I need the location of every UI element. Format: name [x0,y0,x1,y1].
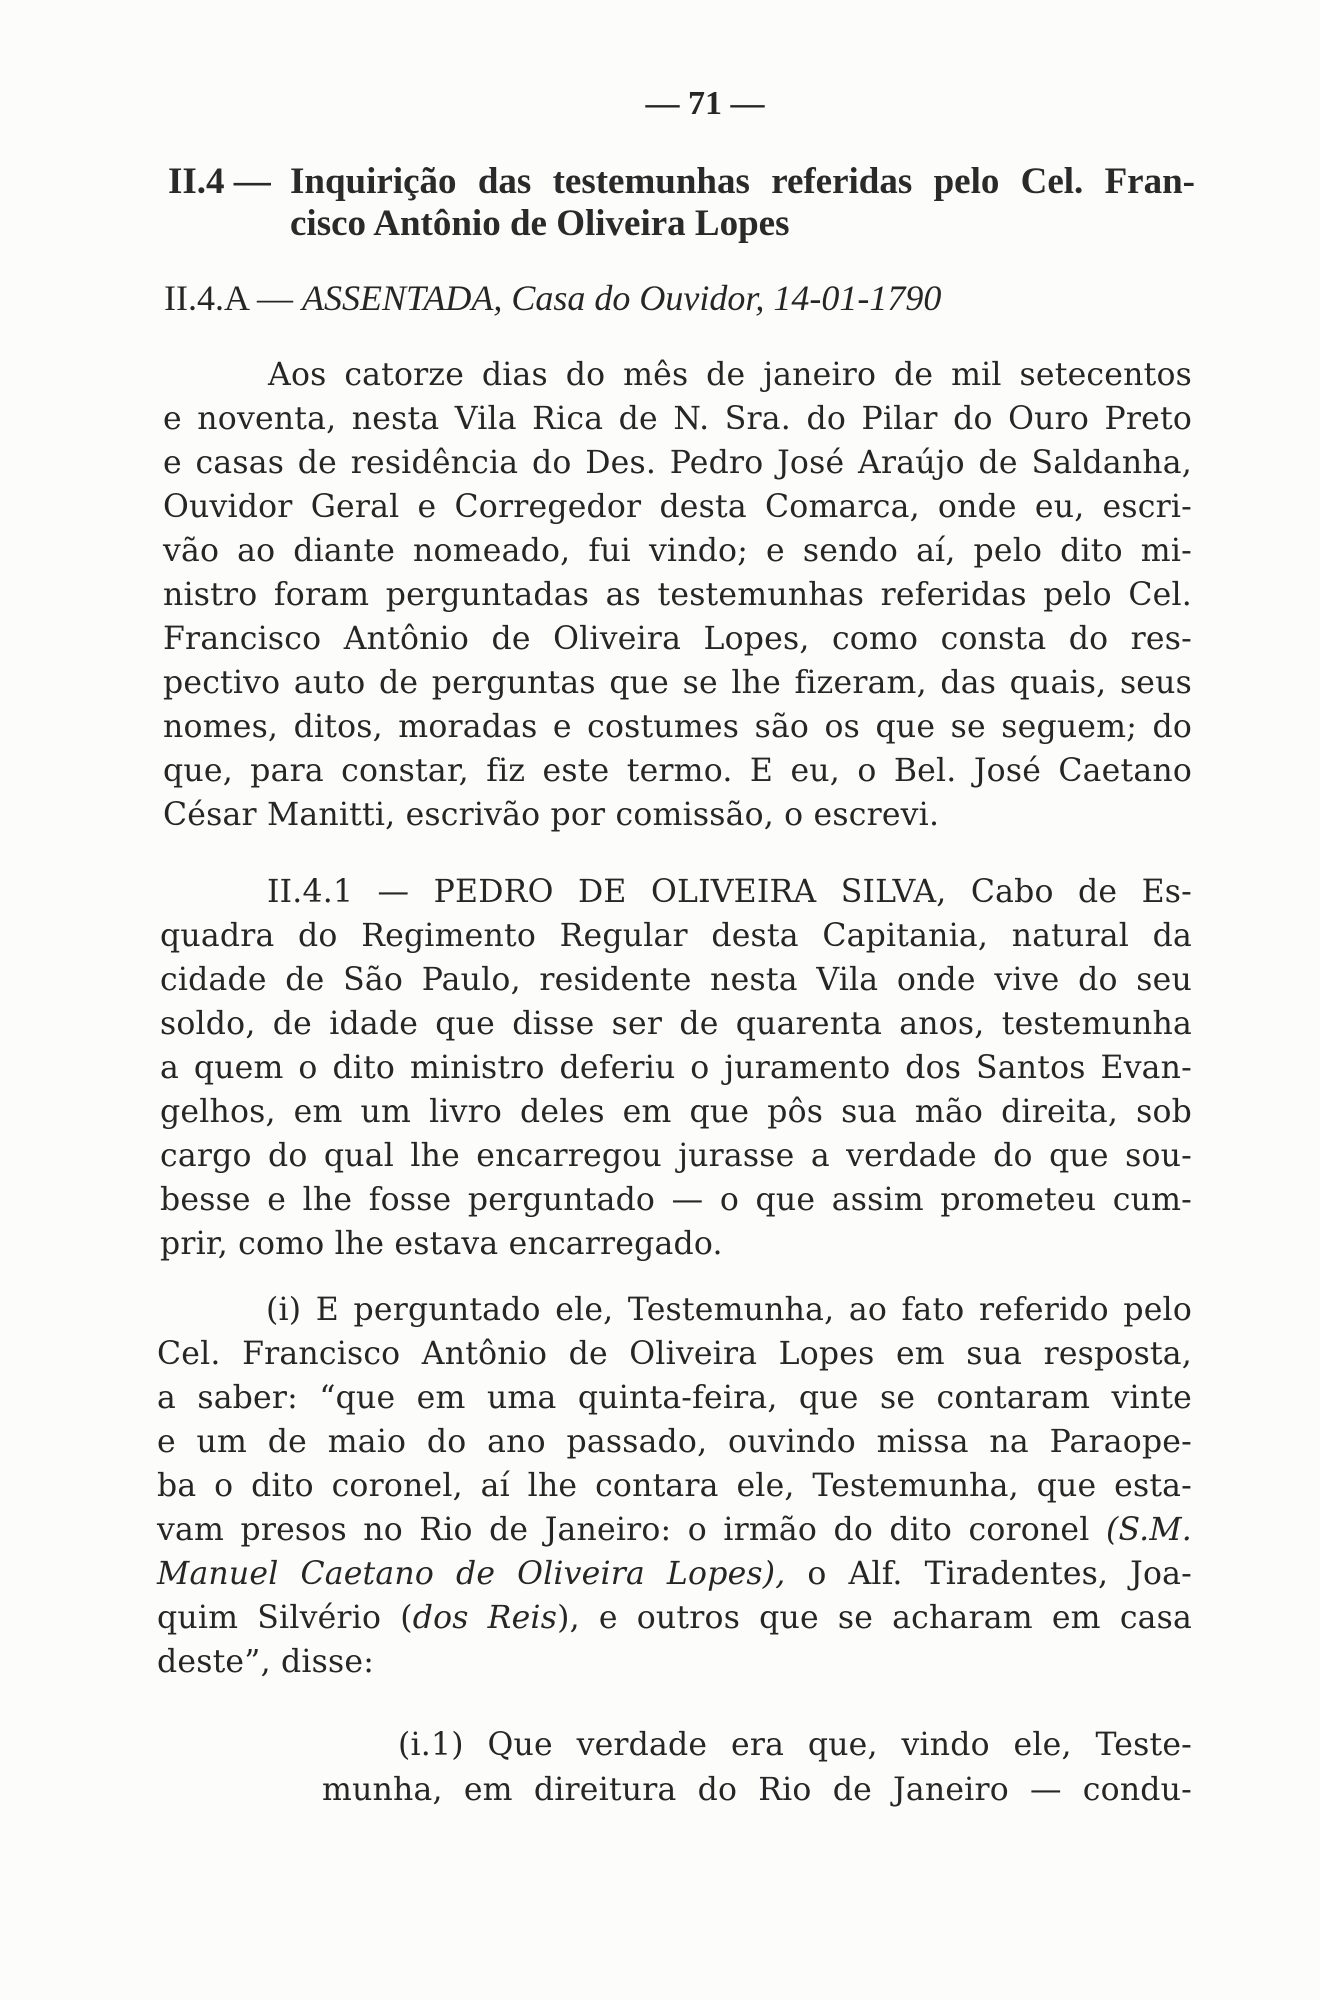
text-span-italic: (S.M. [1105,1512,1192,1548]
text-line: cidade de São Paulo, residente nesta Vila onde vive do seu [160,962,1192,998]
text-line: vão ao diante nomeado, fui vindo; e sendo aí, pelo dito mi- [163,533,1192,569]
text-line: e noventa, nesta Vila Rica de N. Sra. do Pilar do Ouro Preto [163,401,1192,437]
text-line: (i) E perguntado ele, Testemunha, ao fato referido pelo [266,1292,1192,1328]
heading-number: II.4 — [168,161,271,202]
text-line: deste”, disse: [157,1644,375,1680]
text-line: nomes, ditos, moradas e costumes são os que se seguem; do [163,709,1192,745]
text-line: soldo, de idade que disse ser de quarenta anos, testemunha [160,1006,1192,1042]
text-line: prir, como lhe estava encarregado. [160,1226,723,1262]
text-line: e um de maio do ano passado, ouvindo missa na Paraope- [157,1424,1192,1460]
text-line: gelhos, em um livro deles em que pôs sua mão direita, sob [160,1094,1192,1130]
text-line: Francisco Antônio de Oliveira Lopes, como consta do res- [163,621,1192,657]
text-span-italic: Manuel Caetano de Oliveira Lopes), [157,1556,786,1592]
text-line [157,1552,1192,1596]
text-span: o Alf. Tiradentes, Joa- [785,1556,1192,1592]
heading-line: cisco Antônio de Oliveira Lopes [290,203,790,244]
text-line: a saber: “que em uma quinta-feira, que se contaram vinte [157,1380,1192,1416]
text-line: Aos catorze dias do mês de janeiro de mil setecentos [268,357,1192,393]
text-line: quadra do Regimento Regular desta Capitania, natural da [160,918,1192,954]
subsection-title: ASSENTADA, Casa do Ouvidor, 14-01-1790 [302,278,942,318]
text-span-italic: dos Reis [412,1600,558,1636]
text-line: (i.1) Que verdade era que, vindo ele, Teste- [398,1727,1192,1763]
text-line: ba o dito coronel, aí lhe contara ele, Testemunha, que esta- [157,1468,1192,1504]
subsection-heading [164,276,941,320]
text-line: nistro foram perguntadas as testemunhas referidas pelo Cel. [163,577,1192,613]
heading-line: Inquirição das testemunhas referidas pelo Cel. Fran- [290,161,1195,202]
text-line: a quem o dito ministro deferiu o juramento dos Santos Evan- [160,1050,1192,1086]
text-line: que, para constar, fiz este termo. E eu, o Bel. José Caetano [163,753,1192,789]
text-line: César Manitti, escrivão por comissão, o escrevi. [163,797,940,833]
text-line [157,1508,1192,1552]
subsection-label: II.4.A — [164,278,302,318]
text-line: e casas de residência do Des. Pedro José Araújo de Saldanha, [163,445,1192,481]
text-line: cargo do qual lhe encarregou jurasse a verdade do que sou- [160,1138,1192,1174]
text-line [157,1596,1192,1640]
text-span: ), e outros que se acharam em casa [557,1600,1192,1636]
page-number: — 71 — [645,85,765,122]
text-line: Ouvidor Geral e Corregedor desta Comarca, onde eu, escri- [163,489,1192,525]
text-line: Cel. Francisco Antônio de Oliveira Lopes em sua resposta, [157,1336,1192,1372]
text-line: pectivo auto de perguntas que se lhe fizeram, das quais, seus [163,665,1192,701]
text-line: munha, em direitura do Rio de Janeiro — condu- [322,1772,1192,1808]
text-span: vam presos no Rio de Janeiro: o irmão do dito coronel [157,1512,1106,1548]
text-line: besse e lhe fosse perguntado — o que assim prometeu cum- [160,1182,1192,1218]
text-line: II.4.1 — PEDRO DE OLIVEIRA SILVA, Cabo de Es- [267,874,1192,910]
text-span: quim Silvério ( [157,1600,413,1636]
